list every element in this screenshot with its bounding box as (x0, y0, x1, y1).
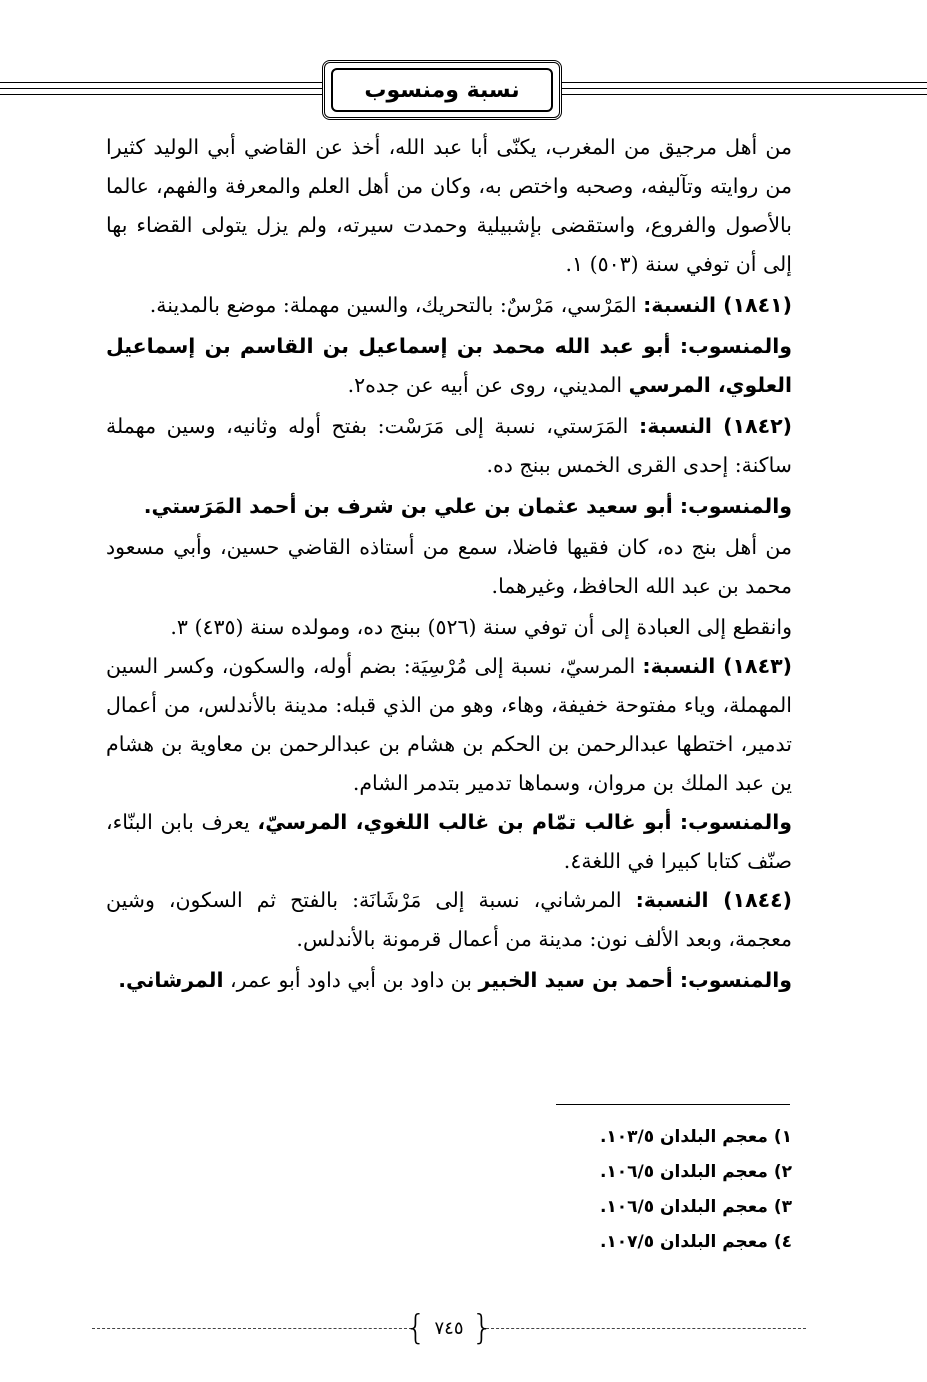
entry-lead: (١٨٤٤) النسبة: (635, 888, 792, 912)
mansub-text: يعرف بابن البنّاء، صنّف كتابا كبيرا في اللغة٤. (106, 810, 792, 873)
entry-text: المرشاني، نسبة إلى مَرْشَانَة: بالفتح ثم السكون، وشين معجمة، وبعد الألف نون: مدينة من أعمال قرمونة بالأندلس. (106, 888, 792, 951)
header-title-frame (322, 60, 562, 120)
mansub-tail: المرشاني. (118, 968, 224, 992)
main-text (106, 128, 792, 1000)
mansub-lead: والمنسوب: أبو عبد الله محمد بن إسماعيل بن القاسم بن إسماعيل العلوي، المرسي (106, 334, 792, 397)
entry-1842 (106, 407, 792, 485)
entry-1843 (106, 647, 792, 803)
entry-1844 (106, 881, 792, 959)
entry-text: المرسيّ، نسبة إلى مُرْسِيَة: بضم أوله، والسكون، وكسر السين المهملة، وياء مفتوحة خفيفة، وهاء، وهو من الذي قبله: مدينة بالأندلس، من أعمال تدمير، اختطها عبدالرحمن بن الحكم بن هشام بن عبدالرحمن بن معاوية بن هشام ين عبد الملك بن مروان، وسماها تدمير بتدمر الشام. (106, 654, 792, 795)
mansub-1843 (106, 803, 792, 881)
entry-lead: (١٨٤٢) النسبة: (639, 414, 792, 438)
page-number-rule-left (92, 1328, 412, 1329)
entry-lead: (١٨٤١) النسبة: (643, 293, 792, 317)
header-rule-right (560, 82, 927, 104)
mansub-1841 (106, 327, 792, 405)
brace-right-icon: } (471, 1308, 494, 1348)
paragraph-death: وانقطع إلى العبادة إلى أن توفي سنة (٥٢٦) ببنج ده، ومولده سنة (٤٣٥) ٣. (170, 615, 792, 639)
footnote-2: ٢) معجم البلدان ١٠٦/٥. (599, 1162, 792, 1182)
mansub-lead: والمنسوب: أبو غالب تمّام بن غالب اللغوي، المرسيّ، (257, 810, 792, 834)
page-title: نسبة ومنسوب (331, 68, 553, 112)
entry-1841 (106, 286, 792, 325)
mansub-lead: والمنسوب: أحمد بن سيد الخبير (478, 968, 792, 992)
page-number: ٧٤٥ (434, 1317, 464, 1339)
header-rule-left (0, 82, 328, 104)
paragraph-intro: من أهل مرجيق من المغرب، يكنّى أبا عبد الله، أخذ عن القاضي أبي الوليد كثيرا من روايته وتآليفه، وصحبه واختص به، وكان من أهل العلم والمعرفة والفهم، عالما بالأصول والفروع، واستقضى بإشبيلية وحمدت سيرته، ولم يزل يتولى القضاء بها إلى أن توفي سنة (٥٠٣) ١. (106, 135, 792, 276)
paragraph-biography: من أهل بنج ده، كان فقيها فاضلا، سمع من أستاذه القاضي حسين، وأبي مسعود محمد بن عبد الله الحافظ، وغيرهما. (106, 535, 792, 598)
entry-text: المَرَستي، نسبة إلى مَرَسْت: بفتح أوله وثانيه، وسين مهملة ساكنة: إحدى القرى الخمس ببنج ده. (106, 414, 792, 477)
footnote-1: ١) معجم البلدان ١٠٣/٥. (599, 1127, 792, 1147)
footnote-4: ٤) معجم البلدان ١٠٧/٥. (599, 1232, 792, 1252)
mansub-text: المديني، روى عن أبيه عن جده٢. (347, 373, 629, 397)
mansub-1844 (106, 961, 792, 1000)
footnote-separator (556, 1104, 790, 1105)
footnotes (480, 1120, 792, 1260)
mansub-1842 (106, 487, 792, 526)
mansub-lead: والمنسوب: أبو سعيد عثمان بن علي بن شرف بن أحمد المَرَستي. (143, 494, 792, 518)
page-number-rule-right (486, 1328, 806, 1329)
page-number-frame (404, 1308, 494, 1348)
entry-lead: (١٨٤٣) النسبة: (642, 654, 792, 678)
mansub-text: بن داود بن أبي داود أبو عمر، (223, 968, 479, 992)
footnote-3: ٣) معجم البلدان ١٠٦/٥. (599, 1197, 792, 1217)
brace-left-icon: { (404, 1308, 427, 1348)
entry-text: المَرْسي، مَرْسٌ: بالتحريك، والسين مهملة: موضع بالمدينة. (149, 293, 644, 317)
